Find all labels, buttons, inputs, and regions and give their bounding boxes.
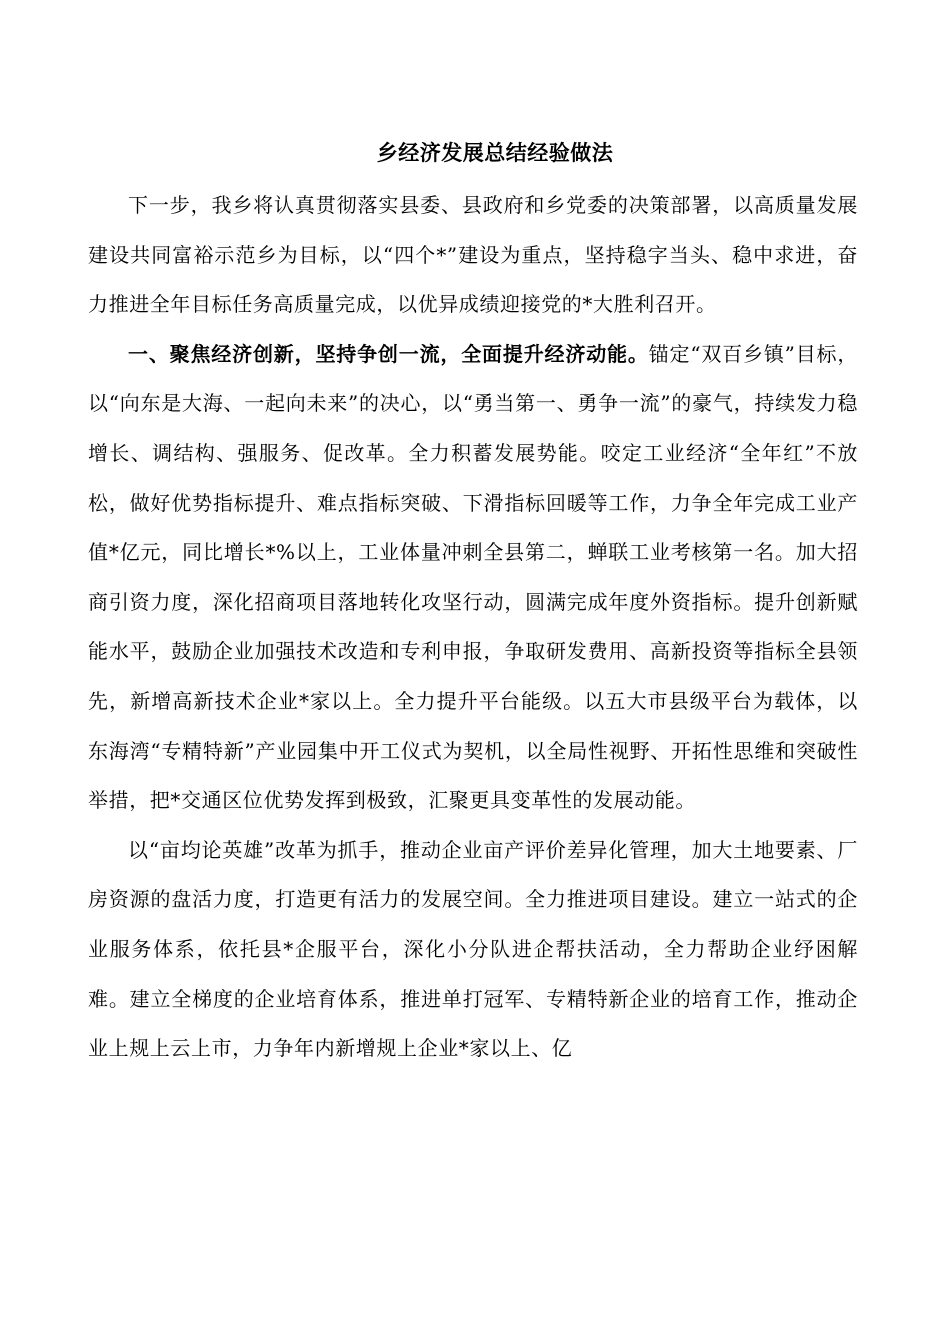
paragraph-text: 锚定“双百乡镇”目标，以“向东是大海、一起向未来”的决心，以“勇当第一、勇争一流”的豪气，持续发力稳增长、调结构、强服务、促改革。全力积蓄发展势能。咬定工业经济“全年红”不放松，做好优势指标提升、难点指标突破、下滑指标回暖等工作，力争全年完成工业产值*亿元，同比增长*%以上，工业体量冲刺全县第二，蝉联工业考核第一名。加大招商引资力度，深化招商项目落地转化攻坚行动，圆满完成年度外资指标。提升创新赋能水平，鼓励企业加强技术改造和专利申报，争取研发费用、高新投资等指标全县领先，新增高新技术企业*家以上。全力提升平台能级。以五大市县级平台为载体，以东海湾“专精特新”产业园集中开工仪式为契机，以全局性视野、开拓性思维和突破性举措，把*交通区位优势发挥到极致，汇聚更具变革性的发展动能。 [88, 341, 858, 813]
paragraph-section-one [88, 330, 858, 826]
section-heading: 一、聚焦经济创新，坚持争创一流，全面提升经济动能。 [128, 341, 649, 366]
paragraph-text: 以“亩均论英雄”改革为抓手，推动企业亩产评价差异化管理，加大土地要素、厂房资源的盘活力度，打造更有活力的发展空间。全力推进项目建设。建立一站式的企业服务体系，依托县*企服平台，深化小分队进企帮扶活动，全力帮助企业纾困解难。建立全梯度的企业培育体系，推进单打冠军、专精特新企业的培育工作，推动企业上规上云上市，力争年内新增规上企业*家以上、亿 [88, 837, 858, 1061]
paragraph-intro [88, 181, 858, 330]
paragraph-text: 下一步，我乡将认真贯彻落实县委、县政府和乡党委的决策部署，以高质量发展建设共同富裕示范乡为目标，以“四个*”建设为重点，坚持稳字当头、稳中求进，奋力推进全年目标任务高质量完成，以优异成绩迎接党的*大胜利召开。 [88, 193, 858, 317]
paragraph-continued [88, 826, 858, 1074]
document-title: 乡经济发展总结经验做法 [376, 140, 614, 165]
document-body [88, 181, 858, 1074]
